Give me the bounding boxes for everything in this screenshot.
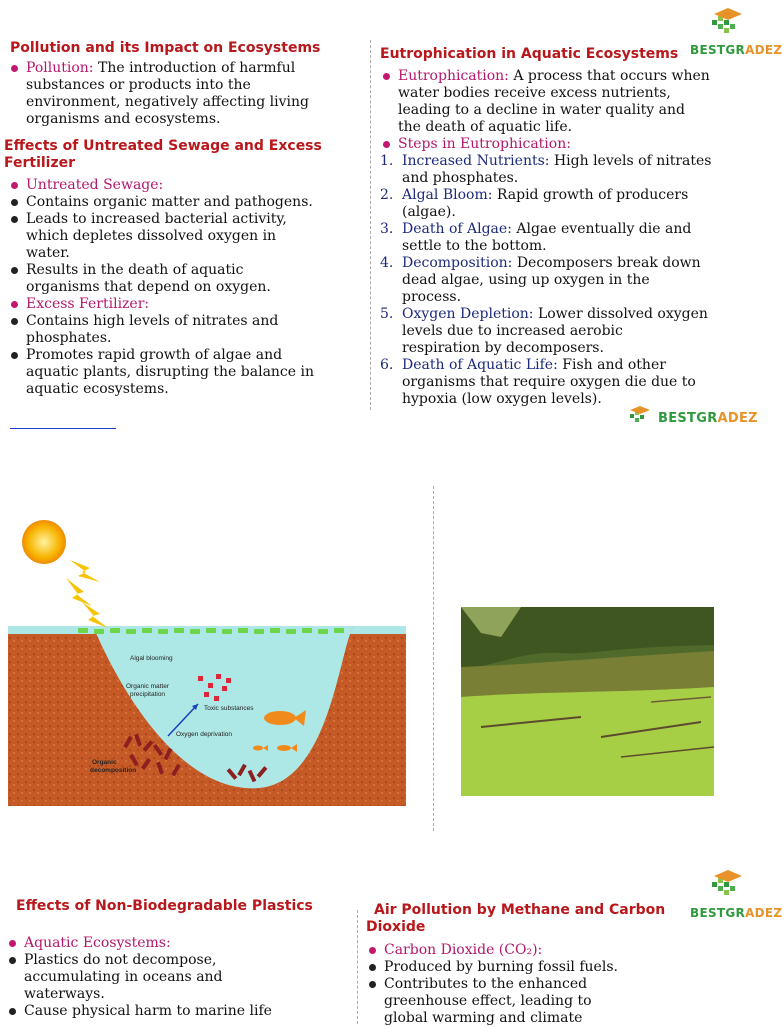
- step-item: 1. Increased Nutrients: High levels of nitrates and phosphates.: [380, 153, 712, 186]
- fertilizer-label: Excess Fertilizer:: [8, 296, 369, 313]
- diagram-label-precip: precipitation: [130, 691, 166, 698]
- lightning-icon: [66, 560, 108, 628]
- fertilizer-bullet: Contains high levels of nitrates and phosphates.: [8, 313, 369, 347]
- plastics-label: Aquatic Ecosystems:: [6, 935, 351, 952]
- graduation-cap-icon: [628, 406, 652, 426]
- co2-bullet: Contributes to the enhanced greenhouse effect, leading to global warming and climate: [366, 976, 686, 1027]
- sewage-bullet: Leads to increased bacterial activity, which depletes dissolved oxygen in water.: [8, 211, 369, 262]
- air-pollution-section: [366, 902, 686, 1027]
- plastics-section: [16, 898, 351, 1020]
- bottom-divider: [357, 910, 358, 1024]
- step-item: 6. Death of Aquatic Life: Fish and other organisms that require oxygen die due to hypoxia (low oxygen levels).: [380, 357, 696, 407]
- eutrophication-definition: Eutrophication: A process that occurs when water bodies receive excess nutrients, leading to a decline in water quality and the death of aquatic life.: [380, 68, 766, 136]
- eutrophication-heading: Eutrophication in Aquatic Ecosystems: [380, 46, 679, 62]
- diagram-label-toxic: Toxic substances: [204, 705, 254, 712]
- co2-label: Carbon Dioxide (CO₂):: [366, 942, 686, 959]
- step-item: 3. Death of Algae: Algae eventually die and settle to the bottom.: [380, 221, 692, 254]
- step-item: 4. Decomposition: Decomposers break down dead algae, using up oxygen in the process.: [380, 255, 701, 305]
- brand-part1: BESTGR: [690, 43, 746, 57]
- diagram-label-decomp1: Organic: [92, 759, 117, 766]
- effects-section: [4, 138, 369, 398]
- air-heading: Air Pollution by Methane and Carbon Dioxide: [366, 902, 666, 935]
- link-underline[interactable]: [10, 428, 116, 429]
- plastics-bullet: Plastics do not decompose, accumulating in oceans and waterways.: [6, 952, 351, 1003]
- pollution-term: Pollution:: [26, 60, 94, 76]
- pollution-definition: Pollution: The introduction of harmful substances or products into the environment, negatively affecting living organisms and ecosystems.: [8, 60, 368, 128]
- plastics-heading: Effects of Non-Biodegradable Plastics: [16, 898, 313, 914]
- diagram-label-decomp2: decomposition: [90, 767, 137, 774]
- diagram-label-oxygen: Oxygen deprivation: [176, 731, 233, 738]
- diagram-label-algal: Algal blooming: [130, 655, 173, 662]
- graduation-cap-icon: [708, 6, 748, 40]
- sewage-bullet: Results in the death of aquatic organisms that depend on oxygen.: [8, 262, 369, 296]
- fertilizer-bullet: Promotes rapid growth of algae and aquatic plants, disrupting the balance in aquatic ecosystems.: [8, 347, 369, 398]
- brand-logo-bottom: BESTGRADEZ: [690, 868, 766, 920]
- eutrophication-section: [380, 46, 766, 408]
- figure-divider: [433, 486, 434, 831]
- algal-bloom-photo: [461, 607, 714, 796]
- graduation-cap-icon: [708, 868, 748, 902]
- step-item: 5. Oxygen Depletion: Lower dissolved oxygen levels due to increased aerobic respiration by decomposers.: [380, 306, 708, 356]
- diagram-label-organic: Organic matter: [126, 683, 169, 690]
- effects-heading: Effects of Untreated Sewage and Excess Fertilizer: [4, 138, 322, 171]
- pollution-heading: Pollution and its Impact on Ecosystems: [10, 40, 321, 56]
- co2-bullet: Produced by burning fossil fuels.: [366, 959, 686, 976]
- plastics-bullet: Cause physical harm to marine life: [6, 1003, 351, 1020]
- sewage-label: Untreated Sewage:: [8, 177, 369, 194]
- pollution-section: [8, 40, 368, 128]
- sewage-bullet: Contains organic matter and pathogens.: [8, 194, 369, 211]
- step-item: 2. Algal Bloom: Rapid growth of producers (algae).: [380, 187, 689, 220]
- column-divider: [370, 40, 371, 410]
- sun-icon: [22, 520, 66, 564]
- steps-label: Steps in Eutrophication:: [380, 136, 766, 153]
- brand-part2: ADEZ: [745, 43, 782, 57]
- eutrophication-diagram: [8, 508, 408, 808]
